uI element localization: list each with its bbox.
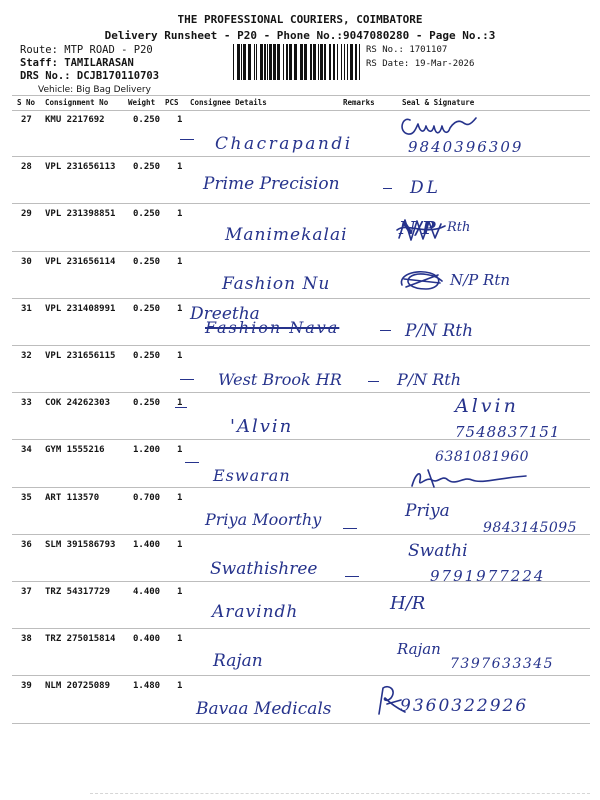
consignee-handwritten: Chacrapandi (215, 134, 353, 154)
col-header-s-no: S No (17, 98, 36, 107)
consignment-no: VPL 231656115 (45, 351, 116, 361)
s-no: 37 (21, 587, 32, 597)
runsheet-title: Delivery Runsheet - P20 - Phone No.:9047080280 - Page No.:3 (104, 29, 496, 42)
barcode-bar (248, 44, 251, 80)
barcode-bar (329, 44, 331, 80)
handwritten-dash (180, 379, 194, 380)
receiver-signature-name: Priya (405, 500, 450, 521)
weight: 0.250 (133, 209, 161, 220)
weight: 0.250 (133, 115, 161, 125)
scan-edge-artifact (90, 793, 590, 794)
barcode-bar (304, 44, 307, 80)
consignment-no: VPL 231408991 (45, 303, 116, 314)
route-info: Route: MTP ROAD - P20 (20, 44, 153, 56)
barcode-bar (267, 44, 268, 80)
barcode-bar (347, 44, 348, 80)
scribble-strike (396, 267, 446, 293)
s-no: 38 (21, 634, 32, 645)
handwritten-dash (345, 576, 359, 577)
vehicle-info: Vehicle: Big Bag Delivery (38, 85, 151, 95)
receiver-phone: 7548837151 (455, 423, 561, 442)
table-row (12, 488, 590, 535)
table-row (12, 110, 590, 157)
consignment-no: GYM 1555216 (45, 445, 105, 456)
pcs: 1 (177, 681, 183, 692)
handwritten-dash (380, 330, 391, 331)
table-row (12, 535, 590, 585)
consignment-no: VPL 231656114 (45, 256, 116, 267)
barcode (233, 44, 360, 80)
table-row (12, 393, 590, 440)
col-header-pcs: PCS (165, 98, 179, 107)
col-header-remarks: Remarks (343, 98, 375, 107)
consignee-handwritten: Bavaa Medicals (196, 699, 332, 720)
handwritten-dash (180, 139, 194, 140)
seal-note: DL (410, 178, 441, 199)
consignment-no: TRZ 54317729 (45, 587, 111, 597)
pcs: 1 (177, 587, 183, 597)
handwritten-dash (343, 528, 357, 529)
seal-note: N/P Rtn (450, 270, 511, 289)
consignment-no: SLM 391586793 (45, 539, 116, 550)
consignee-handwritten: Priya Moorthy (205, 509, 322, 529)
company-title: THE PROFESSIONAL COURIERS, COIMBATORE (177, 13, 423, 26)
handwritten-dash (368, 381, 379, 382)
seal-note: N/P (399, 218, 436, 240)
receiver-phone: 9840396309 (408, 138, 524, 156)
consignee-handwritten: Manimekalai (225, 225, 348, 246)
pcs: 1 (177, 303, 183, 314)
barcode-bar (318, 44, 319, 80)
weight: 0.400 (133, 634, 161, 645)
barcode-bar (264, 44, 266, 80)
s-no: 36 (21, 539, 32, 550)
weight: 4.400 (133, 587, 161, 597)
seal-note-suffix: Rth (447, 220, 471, 236)
s-no: 35 (21, 492, 32, 503)
consignee-handwritten: Rajan (213, 651, 263, 672)
table-row (12, 582, 590, 629)
signature-scribble (408, 466, 530, 488)
barcode-bar (241, 44, 242, 80)
receiver-signature-name: Rajan (397, 640, 441, 659)
s-no: 34 (21, 445, 32, 456)
receiver-phone: 6381081960 (435, 449, 530, 466)
barcode-bar (337, 44, 338, 80)
receiver-signature-name: Alvin (455, 395, 519, 418)
receiver-phone: 9843145095 (483, 519, 578, 536)
consignment-no: VPL 231398851 (45, 209, 116, 220)
pcs: 1 (177, 256, 183, 267)
weight: 0.250 (133, 162, 161, 173)
table-row (12, 629, 590, 676)
consignment-no: KMU 2217692 (45, 115, 105, 125)
receiver-phone: 7397633345 (450, 656, 555, 673)
barcode-bar (324, 44, 326, 80)
table-row (12, 204, 590, 251)
seal-note: H/R (390, 593, 426, 614)
barcode-bar (283, 44, 284, 80)
barcode-bar (313, 44, 316, 80)
barcode-bar (300, 44, 303, 80)
s-no: 31 (21, 303, 32, 314)
receiver-phone: 9791977224 (430, 566, 546, 585)
s-no: 28 (21, 162, 32, 173)
s-no: 29 (21, 209, 32, 220)
scribble-strike (395, 216, 447, 244)
pcs: 1 (177, 209, 183, 220)
weight: 0.250 (133, 256, 161, 267)
staff-info: Staff: TAMILARASAN (20, 57, 134, 69)
pcs: 1 (177, 351, 183, 361)
barcode-bar (254, 44, 255, 80)
barcode-bar (256, 44, 257, 80)
consignment-no: TRZ 275015814 (45, 634, 116, 645)
pcs: 1 (177, 445, 183, 456)
consignee-handwritten: Aravindh (212, 602, 299, 622)
table-row (12, 157, 590, 204)
barcode-bar (310, 44, 312, 80)
s-no: 30 (21, 256, 32, 267)
rs-date: RS Date: 19-Mar-2026 (366, 59, 475, 69)
table-row (12, 440, 590, 487)
rs-number: RS No.: 1701107 (366, 45, 448, 55)
barcode-bar (233, 44, 234, 80)
barcode-bar (320, 44, 323, 80)
table-row (12, 346, 590, 393)
consignee-handwritten: Dreetha (190, 303, 260, 324)
consignment-no: COK 24262303 (45, 398, 111, 409)
consignee-handwritten: Prime Precision (203, 174, 340, 195)
barcode-bar (273, 44, 276, 80)
weight: 0.250 (133, 398, 161, 409)
weight: 0.250 (133, 303, 161, 314)
receiver-phone: 9360322926 (400, 696, 529, 717)
weight: 0.700 (133, 492, 161, 503)
barcode-bar (333, 44, 335, 80)
col-header-seal-signature: Seal & Signature (402, 98, 475, 107)
col-header-consignment-no: Consignment No (45, 98, 109, 107)
seal-note: P/N Rth (397, 370, 462, 389)
consignment-no: ART 113570 (45, 492, 100, 503)
s-no: 32 (21, 351, 32, 361)
barcode-bar (260, 44, 263, 80)
seal-note: P/N Rth (405, 320, 474, 341)
barcode-bar (286, 44, 288, 80)
barcode-bar (289, 44, 292, 80)
barcode-bar (237, 44, 240, 80)
weight: 1.480 (133, 681, 161, 692)
receiver-signature-name: Swathi (408, 540, 468, 561)
consignee-struck-out: Fashion Nava (205, 317, 340, 337)
pcs: 1 (177, 539, 183, 550)
pcs: 1 (177, 634, 183, 645)
col-header-consignee-details: Consignee Details (190, 98, 267, 107)
table-row (12, 676, 590, 723)
barcode-bar (294, 44, 297, 80)
barcode-bar (277, 44, 280, 80)
pcs: 1 (177, 162, 183, 173)
weight: 1.200 (133, 445, 161, 456)
table-row (12, 299, 590, 346)
consignment-no: VPL 231656113 (45, 162, 116, 173)
barcode-bar (269, 44, 272, 80)
s-no: 39 (21, 681, 32, 692)
handwritten-dash (185, 462, 199, 463)
weight: 0.250 (133, 351, 161, 361)
barcode-bar (355, 44, 357, 80)
consignment-no: NLM 20725089 (45, 681, 111, 692)
pcs: 1 (177, 115, 183, 125)
consignee-handwritten: West Brook HR (218, 370, 342, 389)
table-row (12, 252, 590, 299)
weight: 1.400 (133, 539, 161, 550)
pcs: 1 (177, 492, 183, 503)
barcode-bar (341, 44, 342, 80)
s-no: 27 (21, 115, 32, 125)
barcode-bar (243, 44, 246, 80)
consignee-handwritten: Eswaran (213, 466, 291, 486)
barcode-bar (344, 44, 345, 80)
drs-number: DRS No.: DCJB170110703 (20, 70, 160, 82)
col-header-weight: Weight (128, 98, 156, 107)
table-top-rule (12, 95, 590, 96)
s-no: 33 (21, 398, 32, 409)
handwritten-dash (175, 407, 187, 408)
barcode-bar (359, 44, 360, 80)
consignee-handwritten: Fashion Nu (222, 273, 331, 294)
barcode-bar (350, 44, 353, 80)
consignee-handwritten: Swathishree (210, 558, 318, 579)
handwritten-dash (383, 188, 392, 189)
pcs: 1 (177, 398, 183, 409)
consignee-handwritten: 'Alvin (230, 416, 294, 438)
